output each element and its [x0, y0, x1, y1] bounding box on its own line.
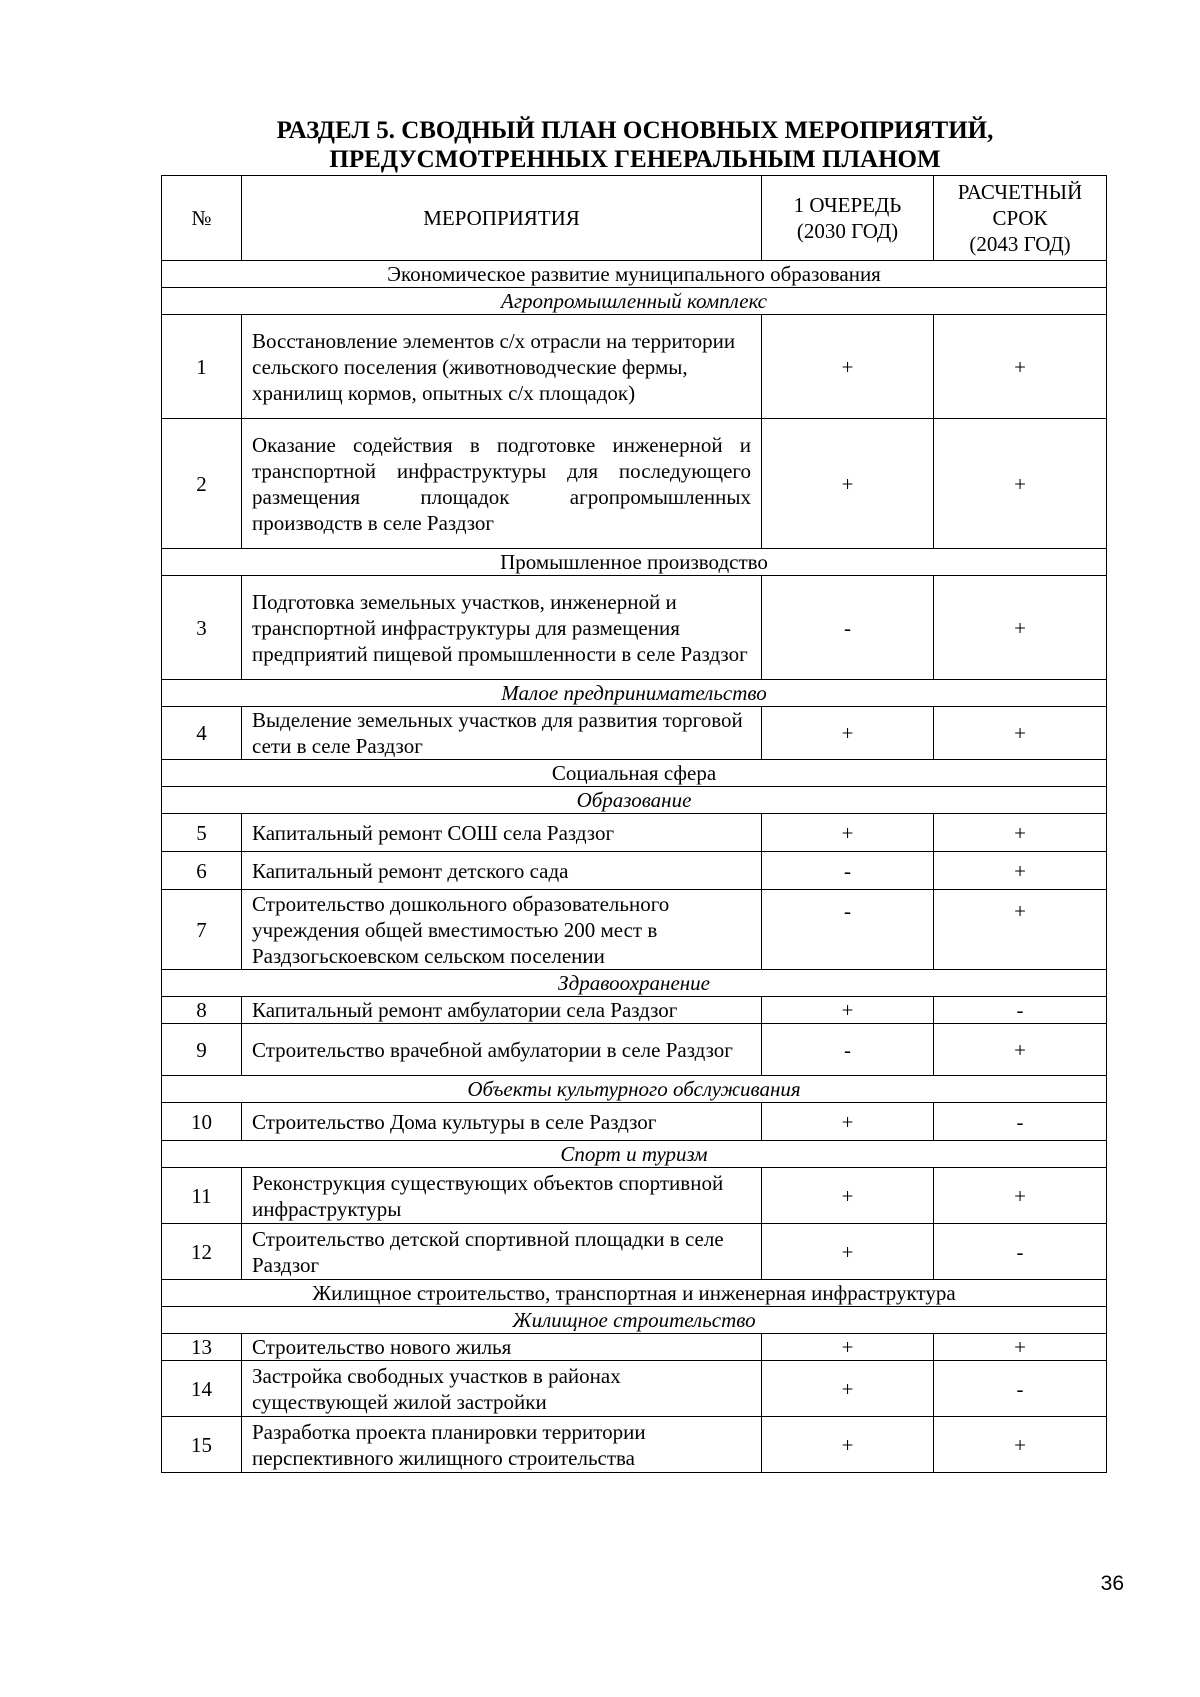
- subsection-industry: Промышленное производство: [162, 549, 1107, 576]
- row-calc-mark: +: [934, 576, 1107, 680]
- subsection-sport: Спорт и туризм: [162, 1141, 1107, 1168]
- page-title: [160, 116, 1110, 174]
- row-number: 8: [162, 997, 242, 1024]
- row-text: Строительство детской спортивной площадки в селе Раздзог: [242, 1224, 762, 1280]
- row-calc-mark: +: [934, 1417, 1107, 1473]
- section-social: Социальная сфера: [162, 760, 1107, 787]
- table-row: [162, 576, 1107, 680]
- table-row: [162, 419, 1107, 549]
- row-calc-mark: +: [934, 419, 1107, 549]
- row-first-mark: +: [762, 419, 934, 549]
- row-first-mark: +: [762, 315, 934, 419]
- row-first-mark: +: [762, 1417, 934, 1473]
- row-calc-mark: -: [934, 1224, 1107, 1280]
- row-number: 2: [162, 419, 242, 549]
- table-row: [162, 315, 1107, 419]
- row-text: Оказание содействия в подготовке инженерной и транспортной инфраструктуры для последующего размещения площадок агропромышленных производств в селе Раздзог: [242, 419, 762, 549]
- subsection-row: [162, 1141, 1107, 1168]
- row-text: Строительство нового жилья: [242, 1334, 762, 1361]
- row-calc-mark: +: [934, 315, 1107, 419]
- row-first-mark: +: [762, 1334, 934, 1361]
- row-number: 7: [162, 890, 242, 970]
- row-calc-mark: +: [934, 1024, 1107, 1076]
- subsection-agro: Агропромышленный комплекс: [162, 288, 1107, 315]
- subsection-culture: Объекты культурного обслуживания: [162, 1076, 1107, 1103]
- row-number: 15: [162, 1417, 242, 1473]
- row-calc-mark: +: [934, 814, 1107, 852]
- row-text: Подготовка земельных участков, инженерной и транспортной инфраструктуры для размещения предприятий пищевой промышленности в селе Раздзог: [242, 576, 762, 680]
- page-number: 36: [1100, 1572, 1124, 1595]
- row-number: 1: [162, 315, 242, 419]
- subsection-row: [162, 787, 1107, 814]
- row-number: 3: [162, 576, 242, 680]
- section-row: [162, 261, 1107, 288]
- row-number: 11: [162, 1168, 242, 1224]
- row-text: Капитальный ремонт СОШ села Раздзог: [242, 814, 762, 852]
- section-economic: Экономическое развитие муниципального образования: [162, 261, 1107, 288]
- subsection-row: [162, 680, 1107, 707]
- subsection-health: Здравоохранение: [162, 970, 1107, 997]
- row-calc-mark: +: [934, 890, 1107, 970]
- table-row: [162, 1168, 1107, 1224]
- subsection-row: [162, 1307, 1107, 1334]
- row-number: 4: [162, 707, 242, 760]
- subsection-row: [162, 288, 1107, 315]
- row-first-mark: +: [762, 1361, 934, 1417]
- section-row: [162, 1280, 1107, 1307]
- row-calc-mark: +: [934, 1168, 1107, 1224]
- table-row: [162, 1224, 1107, 1280]
- row-text: Застройка свободных участков в районах существующей жилой застройки: [242, 1361, 762, 1417]
- table-row: [162, 852, 1107, 890]
- table-row: [162, 814, 1107, 852]
- row-first-mark: +: [762, 997, 934, 1024]
- table-row: [162, 1334, 1107, 1361]
- row-first-mark: +: [762, 1103, 934, 1141]
- row-text: Выделение земельных участков для развития торговой сети в селе Раздзог: [242, 707, 762, 760]
- row-text: Капитальный ремонт детского сада: [242, 852, 762, 890]
- row-number: 14: [162, 1361, 242, 1417]
- table-row: [162, 1417, 1107, 1473]
- row-text: Строительство Дома культуры в селе Раздзог: [242, 1103, 762, 1141]
- row-number: 9: [162, 1024, 242, 1076]
- row-calc-mark: +: [934, 1334, 1107, 1361]
- table-row: [162, 707, 1107, 760]
- table-row: [162, 997, 1107, 1024]
- title-line-1: РАЗДЕЛ 5. СВОДНЫЙ ПЛАН ОСНОВНЫХ МЕРОПРИЯТИЙ,: [276, 117, 994, 144]
- row-number: 13: [162, 1334, 242, 1361]
- header-first-stage: 1 ОЧЕРЕДЬ (2030 ГОД): [762, 176, 934, 261]
- table-row: [162, 1103, 1107, 1141]
- row-text: Реконструкция существующих объектов спортивной инфраструктуры: [242, 1168, 762, 1224]
- row-first-mark: -: [762, 852, 934, 890]
- row-calc-mark: -: [934, 1103, 1107, 1141]
- table-header-row: [162, 176, 1107, 261]
- header-num: №: [162, 176, 242, 261]
- row-number: 5: [162, 814, 242, 852]
- row-first-mark: -: [762, 1024, 934, 1076]
- row-number: 10: [162, 1103, 242, 1141]
- row-calc-mark: +: [934, 852, 1107, 890]
- subsection-housing: Жилищное строительство: [162, 1307, 1107, 1334]
- header-measures: МЕРОПРИЯТИЯ: [242, 176, 762, 261]
- subsection-small-business: Малое предпринимательство: [162, 680, 1107, 707]
- table-row: [162, 1024, 1107, 1076]
- row-first-mark: -: [762, 890, 934, 970]
- row-text: Строительство дошкольного образовательного учреждения общей вместимостью 200 мест в Раздзогьскоевском сельском поселении: [242, 890, 762, 970]
- measures-table: [161, 175, 1107, 1473]
- row-first-mark: +: [762, 814, 934, 852]
- row-calc-mark: +: [934, 707, 1107, 760]
- subsection-row: [162, 970, 1107, 997]
- title-line-2: ПРЕДУСМОТРЕННЫХ ГЕНЕРАЛЬНЫМ ПЛАНОМ: [329, 146, 941, 173]
- row-first-mark: -: [762, 576, 934, 680]
- row-text: Восстановление элементов с/х отрасли на территории сельского поселения (животноводческие фермы, хранилищ кормов, опытных с/х площадок): [242, 315, 762, 419]
- row-number: 6: [162, 852, 242, 890]
- subsection-education: Образование: [162, 787, 1107, 814]
- subsection-row: [162, 549, 1107, 576]
- subsection-row: [162, 1076, 1107, 1103]
- header-calc-term: РАСЧЕТНЫЙ СРОК (2043 ГОД): [934, 176, 1107, 261]
- row-calc-mark: -: [934, 997, 1107, 1024]
- row-first-mark: +: [762, 707, 934, 760]
- row-text: Разработка проекта планировки территории перспективного жилищного строительства: [242, 1417, 762, 1473]
- row-calc-mark: -: [934, 1361, 1107, 1417]
- table-row: [162, 1361, 1107, 1417]
- row-first-mark: +: [762, 1224, 934, 1280]
- row-text: Строительство врачебной амбулатории в селе Раздзог: [242, 1024, 762, 1076]
- row-number: 12: [162, 1224, 242, 1280]
- section-housing-infra: Жилищное строительство, транспортная и инженерная инфраструктура: [162, 1280, 1107, 1307]
- row-first-mark: +: [762, 1168, 934, 1224]
- table-row: [162, 890, 1107, 970]
- row-text: Капитальный ремонт амбулатории села Раздзог: [242, 997, 762, 1024]
- section-row: [162, 760, 1107, 787]
